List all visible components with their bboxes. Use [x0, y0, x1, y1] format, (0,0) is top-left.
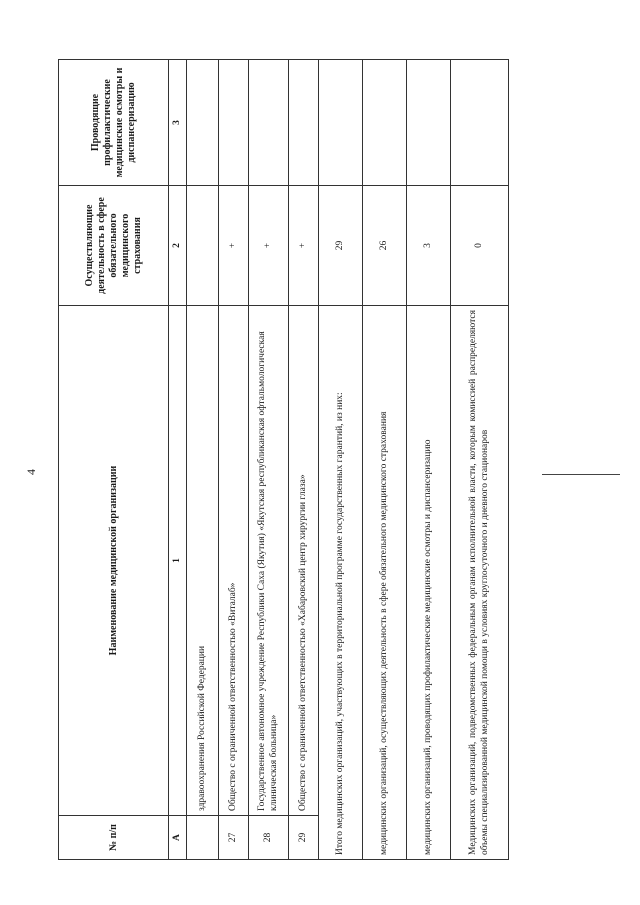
total-empty [407, 60, 451, 186]
total-label: Медицинских организаций, подведомственных федеральным органам исполнительной власти, которым комиссией распределяются объемы специализированной медицинской помощи в условиях круглосуточного и дневного стационаров [451, 306, 509, 860]
row-col2: + [289, 186, 319, 306]
table-row [249, 60, 289, 860]
row-col3 [289, 60, 319, 186]
row-col3 [219, 60, 249, 186]
page-number: 4 [24, 469, 38, 475]
row-col3 [249, 60, 289, 186]
row-name: Государственное автономное учреждение Республики Саха (Якутия) «Якутская республиканская офтальмологическая клиническая больница» [249, 306, 289, 816]
table-row [289, 60, 319, 860]
total-value: 3 [407, 186, 451, 306]
header-omc: Осуществляющие деятельность в сфере обязательного медицинского страхования [59, 186, 169, 306]
row-num: 27 [219, 816, 249, 860]
header-row [59, 60, 169, 860]
separator-line [542, 474, 620, 475]
row-col2: + [219, 186, 249, 306]
total-empty [319, 60, 363, 186]
row-num [187, 816, 219, 860]
num-a: А [169, 816, 187, 860]
total-row [407, 60, 451, 860]
column-numbering-row [169, 60, 187, 860]
total-label: медицинских организаций, осуществляющих деятельность в сфере обязательного медицинского страхования [363, 306, 407, 860]
total-value: 29 [319, 186, 363, 306]
num-3: 3 [169, 60, 187, 186]
total-value: 0 [451, 186, 509, 306]
row-name: Общество с ограниченной ответственностью «Виталаб» [219, 306, 249, 816]
row-col2 [187, 186, 219, 306]
total-row [363, 60, 407, 860]
total-row [319, 60, 363, 860]
total-empty [451, 60, 509, 186]
table-row [219, 60, 249, 860]
row-name: Общество с ограниченной ответственностью «Хабаровский центр хирургии глаза» [289, 306, 319, 816]
row-col2: + [249, 186, 289, 306]
rotated-page [24, 50, 595, 870]
row-name: здравоохранения Российской Федерации [187, 306, 219, 816]
total-row [451, 60, 509, 860]
total-label: Итого медицинских организаций, участвующих в территориальной программе государственных гарантий, из них: [319, 306, 363, 860]
num-2: 2 [169, 186, 187, 306]
row-num: 29 [289, 816, 319, 860]
total-value: 26 [363, 186, 407, 306]
header-num: № п/п [59, 816, 169, 860]
total-label: медицинских организаций, проводящих профилактические медицинские осмотры и диспансеризацию [407, 306, 451, 860]
row-col3 [187, 60, 219, 186]
total-empty [363, 60, 407, 186]
header-name: Наименование медицинской организации [59, 306, 169, 816]
row-num: 28 [249, 816, 289, 860]
medical-organizations-table [58, 59, 509, 860]
table-row [187, 60, 219, 860]
num-1: 1 [169, 306, 187, 816]
header-prophylactic: Проводящие профилактические медицинские осмотры и диспансеризацию [59, 60, 169, 186]
